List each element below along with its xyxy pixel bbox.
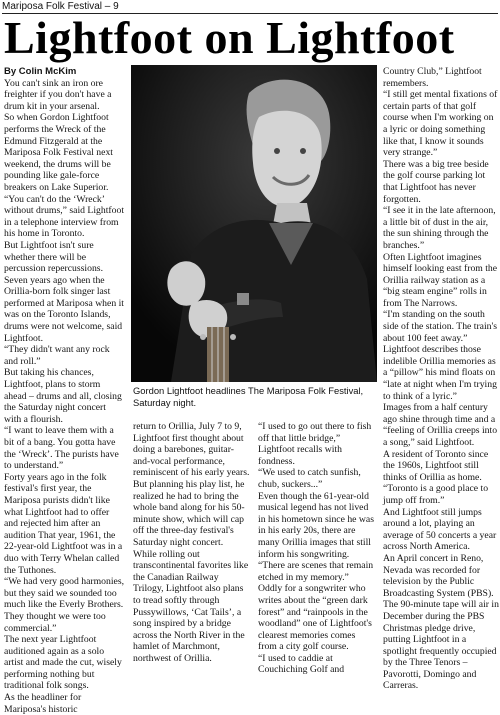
article-column-3 xyxy=(258,421,376,683)
headline: Lightfoot on Lightfoot xyxy=(4,12,455,63)
paragraph: Oddly for a songwriter who writes about the “green dark forest” and “rainpools in the woodland” one of Lightfoot's clearest memories comes from a city golf course. xyxy=(258,583,372,653)
paragraph: But planning his play list, he realized he had to bring the whole band along for his 50-minute show, which will cap off the three-day festival's Saturday night concert. xyxy=(133,478,245,548)
paragraph: But Lightfoot isn't sure whether there will be percussion repercussions. Seven years ago when the Orillia-born folk singer last performed at Mariposa when it was on the Toronto Islands, drums were not welcome, said Lightfoot. xyxy=(4,239,124,344)
paragraph: “You can't do the ‘Wreck’ without drums,” said Lightfoot in a telephone interview from his home in Toronto. xyxy=(4,193,125,240)
paragraph: As the headliner for Mariposa's historic xyxy=(4,692,82,715)
paragraph: “I'm standing on the south side of the station. The train's about 100 feet away.” xyxy=(383,309,498,344)
photo-illustration xyxy=(131,65,377,382)
paragraph: Country Club,” Lightfoot remembers. xyxy=(383,66,482,89)
paragraph: “I want to leave them with a bit of a bang. You gotta have the ‘Wreck’. The purists have to understand.” xyxy=(4,425,119,472)
paragraph: “Toronto is a good place to jump off from.” xyxy=(383,483,489,506)
paragraph: “I still get mental fixations of certain parts of that golf course when I'm working on a lyric or doing something like that, I know it sounds very strange.” xyxy=(383,89,498,159)
article-column-1 xyxy=(4,66,125,715)
paragraph: “They didn't want any rock and roll.” xyxy=(4,344,110,367)
paragraph: “I used to go out there to fish off that little bridge,” Lightfoot recalls with fondness. xyxy=(258,421,372,467)
paragraph: “I used to caddie at Couchiching Golf and xyxy=(258,652,345,676)
paragraph: You can't sink an iron ore freighter if you don't have a drum kit in your arsenal. xyxy=(4,77,112,112)
paragraph: Forty years ago in the folk festival's first year, the Mariposa purists didn't like what Lightfoot had to offer and rejected him after an audition That year, 1961, the 22-year-old Lightfoot was in a duo with Terry Whelan called the Tuthones. xyxy=(4,471,123,576)
paragraph: While rolling out transcontinental favorites like the Canadian Railway Trilogy, Lightfoot also plans to tread softly through Pussywillows, ‘Cat Tails’, a song inspired by a bridge across the North River in the hamlet of Marchmont, northwest of Orillia. xyxy=(133,548,249,664)
paragraph: return to Orillia, July 7 to 9, Lightfoot first thought about doing a barebones, guitar-and-vocal performance, reminiscent of his early years. xyxy=(133,421,250,479)
page-folio: Mariposa Folk Festival – 9 xyxy=(2,1,498,14)
paragraph: “There are scenes that remain etched in my memory.” xyxy=(258,560,374,583)
paragraph: But taking his chances, Lightfoot, plans to storm ahead – drums and all, closing the Saturday night concert with a flourish. xyxy=(4,367,122,425)
paragraph: There was a big tree beside the golf course parking lot that Lightfoot has never forgotten. xyxy=(383,158,489,205)
article-column-2 xyxy=(133,421,251,683)
paragraph: And Lightfoot still jumps around a lot, playing an average of 50 concerts a year across North America. xyxy=(383,506,497,553)
paragraph: The next year Lightfoot auditioned again as a solo artist and made the cut, wisely performing nothing but traditional folk songs. xyxy=(4,634,122,692)
paragraph: “I see it in the late afternoon, a little bit of dust in the air, the sun shining through the branches.” xyxy=(383,205,496,251)
paragraph: Lightfoot describes those indelible Orillia memories as a “pillow” his mind floats on “late at night when I'm trying to think of a lyric.” xyxy=(383,344,497,402)
lightfoot-photo xyxy=(131,65,377,382)
paragraph: So when Gordon Lightfoot performs the Wreck of the Edmund Fitzgerald at the Mariposa Folk Festival next weekend, the drums will be pounding like gale-force breakers on Lake Superior. xyxy=(4,112,113,193)
paragraph: An April concert in Reno, Nevada was recorded for television by the Public Broadcasting System (PBS). xyxy=(383,552,494,599)
paragraph: Images from a half century ago shine through time and a “feeling of Orillia creeps into a song,” said Lightfoot. xyxy=(383,402,498,448)
paragraph: “We had very good harmonies, but they said we sounded too much like the Everly Brothers. They thought we were too commercial.” xyxy=(4,576,125,634)
paragraph: Often Lightfoot imagines himself looking east from the Orillia railway station as a “big steam engine” rolls in from The Narrows. xyxy=(383,251,498,309)
paragraph: “We used to catch sunfish, chub, suckers...” xyxy=(258,467,361,490)
paragraph: The 90-minute tape will air in December during the PBS Christmas pledge drive, putting Lightfoot in a spotlight frequently occupied by the Three Tenors – Pavorotti, Domingo and Carreras. xyxy=(383,599,499,692)
paragraph: Even though the 61-year-old musical legend has not lived in his hometown since he was in his early 20s, there are many Orillia images that still inform his songwriting. xyxy=(258,490,374,560)
article-column-4 xyxy=(383,66,499,692)
photo-caption: Gordon Lightfoot headlines The Mariposa Folk Festival, Saturday night. xyxy=(133,385,364,408)
byline: By Colin McKim xyxy=(4,66,77,77)
paragraph: A resident of Toronto since the 1960s, Lightfoot still thinks of Orillia as home. xyxy=(383,448,489,483)
